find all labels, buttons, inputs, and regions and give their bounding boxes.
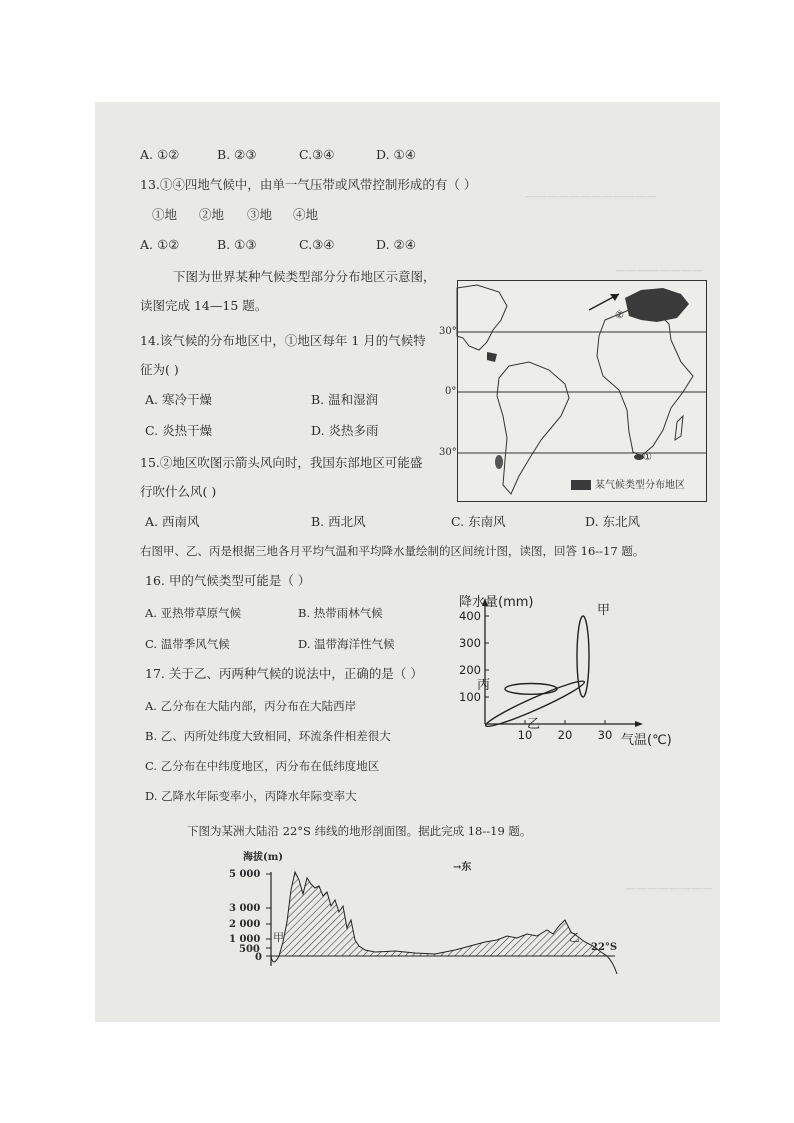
profile-label-yi: 乙 — [569, 931, 580, 944]
x-tick-label: 30 — [597, 728, 613, 742]
profile-tick-0: 0 — [255, 952, 262, 963]
q12-option-b: B. ②③ — [217, 147, 257, 162]
q14-option-c: C. 炎热干燥 — [145, 423, 213, 438]
q15-line2: 行吹什么风( ) — [140, 484, 217, 499]
q12-option-c: C.③④ — [299, 147, 335, 162]
profile-tick-3000: 3 000 — [229, 903, 261, 914]
x-tick-label: 20 — [557, 728, 573, 742]
y-axis-title: 降水量(mm) — [459, 595, 534, 610]
lat-label-0: 0° — [445, 386, 457, 397]
y-tick-label: 200 — [459, 663, 481, 677]
intro-16-17: 右图甲、乙、丙是根据三地各月平均气温和平均降水量绘制的区间统计图，读图，回答 16--17 题。 — [140, 544, 645, 558]
q13-place-4: ④地 — [293, 207, 319, 222]
q15-option-a: A. 西南风 — [145, 514, 200, 529]
q17-stem: 17. 关于乙、丙两种气候的说法中，正确的是（ ） — [145, 666, 423, 681]
q15-line1: 15.②地区吹图示箭头风向时，我国东部地区可能盛 — [140, 455, 423, 470]
y-tick-label: 300 — [459, 636, 481, 650]
series-label-0: 甲 — [597, 603, 611, 618]
q17-option-a: A. 乙分布在大陆内部，丙分布在大陆西岸 — [145, 699, 357, 713]
q15-option-b: B. 西北风 — [311, 514, 366, 529]
series-ellipse-2 — [505, 684, 557, 695]
map-legend-label: 某气候类型分布地区 — [595, 480, 685, 491]
q13-option-a: A. ①② — [140, 237, 180, 252]
q16-option-d: D. 温带海洋性气候 — [298, 637, 395, 651]
y-tick-label: 400 — [459, 609, 481, 623]
q15-option-d: D. 东北风 — [585, 514, 641, 529]
q17-option-c: C. 乙分布在中纬度地区，丙分布在低纬度地区 — [145, 759, 380, 773]
profile-tick-1000: 1 000 — [229, 934, 261, 945]
intro-18-19: 下图为某洲大陆沿 22°S 纬线的地形剖面图。据此完成 18--19 题。 — [187, 824, 532, 838]
q13-place-2: ②地 — [199, 207, 225, 222]
x-axis-arrow — [635, 721, 643, 727]
q15-option-c: C. 东南风 — [451, 514, 506, 529]
q16-option-b: B. 热带雨林气候 — [298, 606, 383, 620]
x-axis-title: 气温(℃) — [621, 733, 672, 748]
q14-line1: 14.该气候的分布地区中，①地区每年 1 月的气候特 — [140, 333, 426, 348]
climate-distribution-map — [439, 280, 707, 502]
profile-direction: →东 — [453, 862, 472, 873]
x-tick-label: 10 — [517, 728, 533, 742]
profile-label-jia: 甲 — [273, 931, 284, 944]
intro-14-15-line1: 下图为世界某种气候类型部分分布地区示意图， — [173, 269, 436, 284]
q12-option-d: D. ①④ — [376, 147, 416, 162]
exam-paper: ———————————— ———————— ———————— A. ①② B. ②③ C.③④ D. ①④ 13.①④四地气候中，由单一气压带或风带控制形成的有（ ） ①地 ②地 ③地 ④地 A. ①② B. ①③ C.③④ D. ②④ 下图为世界某种气候类型部分分布地区示意图， 读图完成 14—15 题。 14.该气候的分布地区中，①地区每年 1 月的气候特 征为( ) A. 寒冷干燥 B. 温和湿润 C. 炎热干燥 D. 炎热多雨 15.②地区吹图示箭头风向时，我国东部地区可能盛 行吹什么风( ) A. 西南风 B. 西北风 C. 东南风 D. 东北风 30° 0° 30° ① ② 某气候类型分布地区 右图甲、乙、丙是根据三地各月平均气温和平均降水量绘制的区间统计图，读图，回答 16--17 题。 16. 甲的气候类型可能是（ ） A. 亚热带草原气候 B. 热带雨林气候 C. 温带季风气候 D. 温带海洋性气候 17. 关于乙、丙两种气候的说法中，正确的是（ ） A. 乙分布在大陆内部，丙分布在大陆西岸 B. 乙、丙所处纬度大致相同，环流条件相差很大 C. 乙分布在中纬度地区，丙分布在低纬度地区 D. 乙降水年际变率小，丙降水年际变率大 100 200 300 400 10 20 30 降水量(mm) 气温(℃) 甲 乙 丙 下图为某洲大陆沿 22°S 纬线的地形剖面图。据此完成 18--19 题。 海拔(m) 5 000 3 000 2 000 1 000 500 0 →东 甲 乙 22°S — [95, 102, 720, 1022]
q13-place-1: ①地 — [152, 207, 178, 222]
q13-option-c: C.③④ — [299, 237, 335, 252]
series-label-1: 乙 — [527, 716, 541, 732]
profile-tick-2000: 2 000 — [229, 919, 261, 930]
q13-place-3: ③地 — [247, 207, 273, 222]
q14-option-a: A. 寒冷干燥 — [145, 392, 212, 407]
lat-label-30s: 30° — [439, 447, 457, 458]
q16-stem: 16. 甲的气候类型可能是（ ） — [145, 573, 311, 588]
q14-line2: 征为( ) — [140, 362, 179, 377]
q13-stem: 13.①④四地气候中，由单一气压带或风带控制形成的有（ ） — [140, 177, 477, 192]
q16-option-c: C. 温带季风气候 — [145, 637, 230, 651]
profile-tick-500: 500 — [239, 944, 260, 955]
y-tick-label: 100 — [459, 690, 481, 704]
intro-14-15-line2: 读图完成 14—15 题。 — [140, 298, 268, 313]
q14-option-b: B. 温和湿润 — [311, 392, 379, 407]
q12-option-a: A. ①② — [140, 147, 180, 162]
marker-1: ① — [643, 452, 652, 463]
q13-option-d: D. ②④ — [376, 237, 416, 252]
series-label-2: 丙 — [477, 677, 491, 693]
profile-tick-5000: 5 000 — [229, 869, 261, 880]
profile-ylabel: 海拔(m) — [243, 852, 284, 863]
q13-option-b: B. ①③ — [217, 237, 257, 252]
climate-range-chart — [455, 592, 672, 752]
q17-option-d: D. 乙降水年际变率小，丙降水年际变率大 — [145, 789, 357, 803]
lat-label-30n: 30° — [439, 326, 457, 337]
q16-option-a: A. 亚热带草原气候 — [145, 606, 242, 620]
profile-latitude: 22°S — [591, 942, 618, 953]
terrain-profile — [229, 850, 625, 982]
q14-option-d: D. 炎热多雨 — [311, 423, 379, 438]
marker-2: ② — [615, 310, 624, 321]
q17-option-b: B. 乙、丙所处纬度大致相同，环流条件相差很大 — [145, 729, 391, 743]
